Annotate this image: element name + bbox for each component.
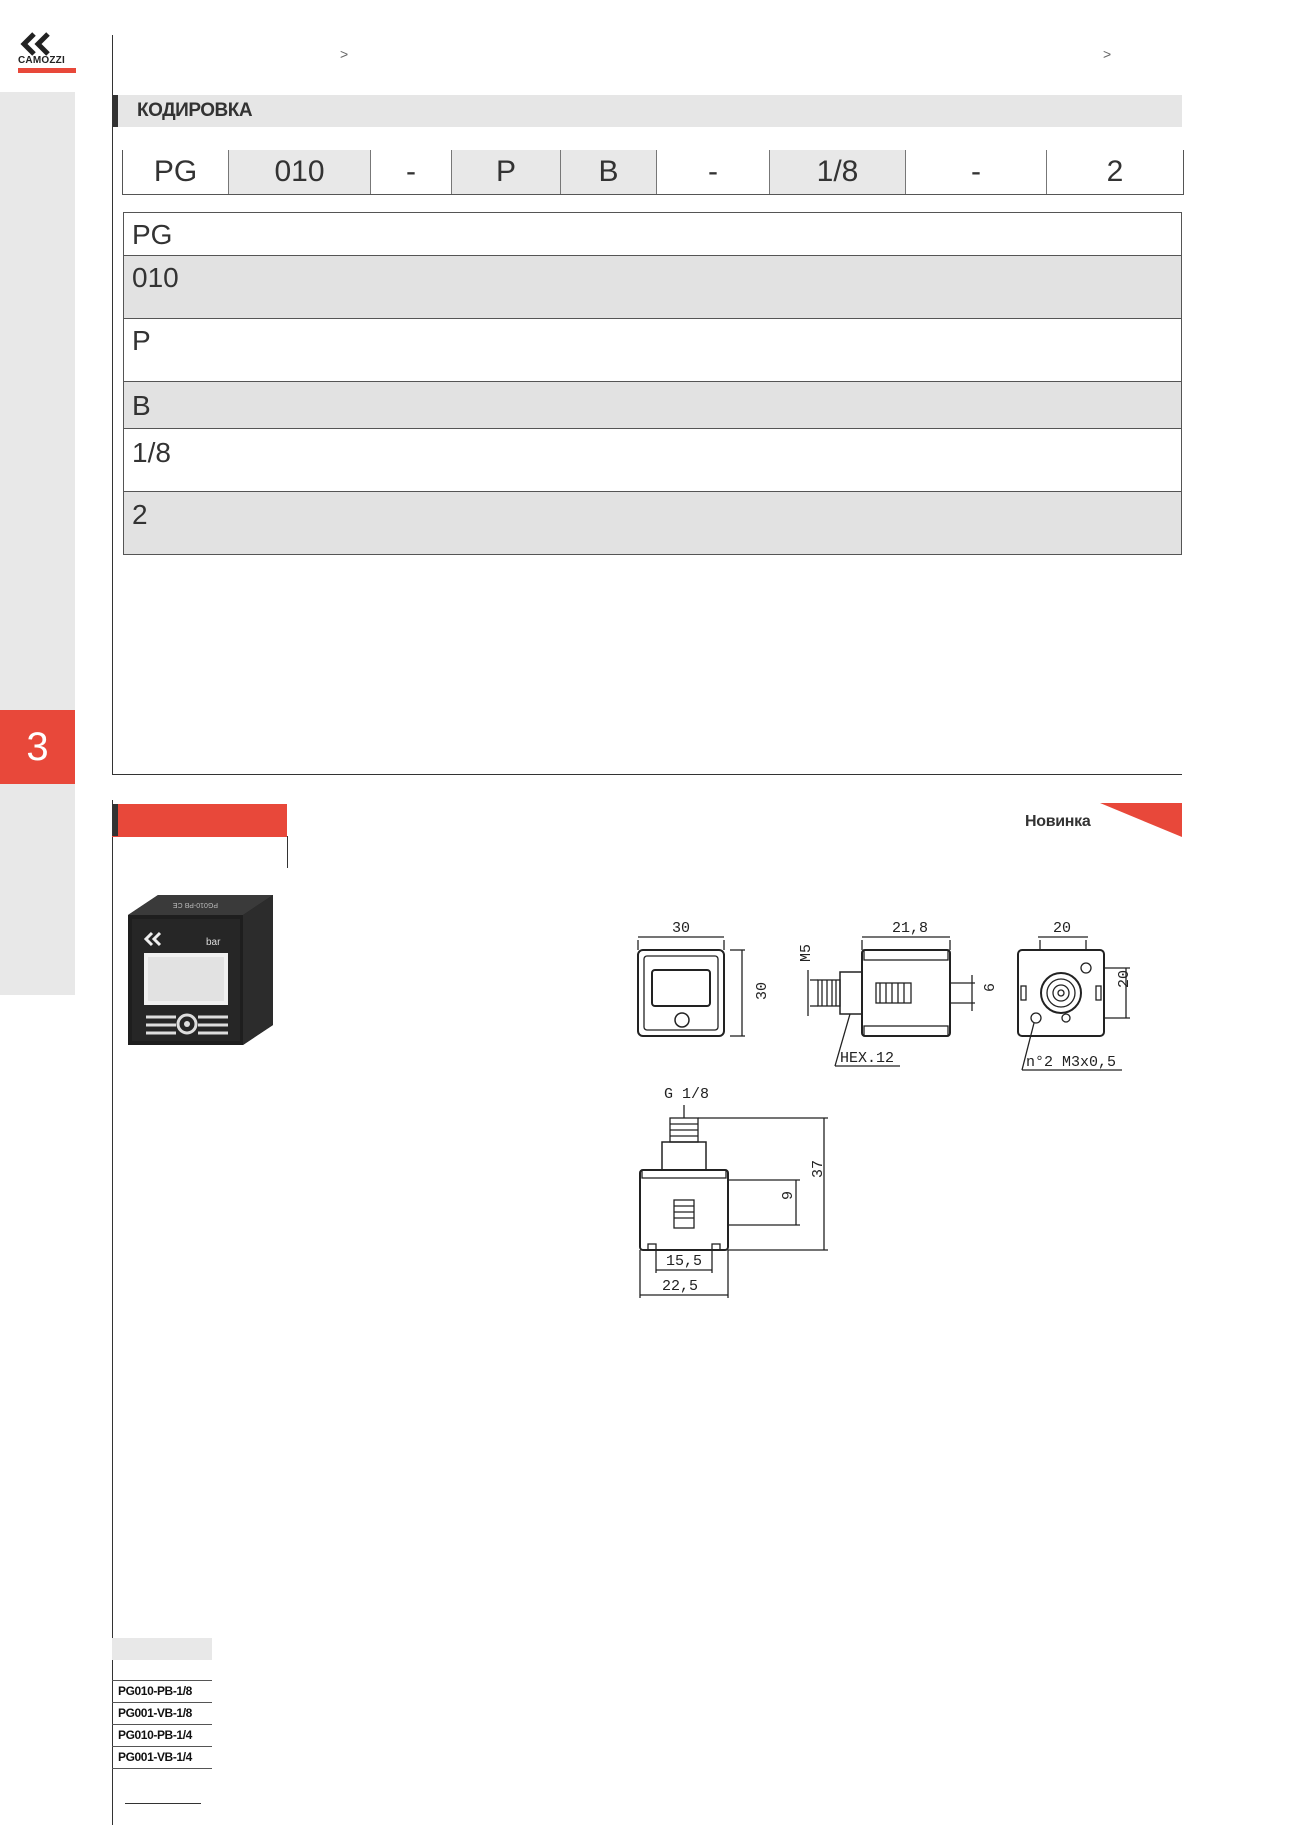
left-rule-lower — [112, 800, 113, 1825]
footnote-rule — [125, 1803, 201, 1804]
back-width-label: 20 — [1053, 920, 1072, 937]
bottom-inner-label: 9 — [780, 1190, 797, 1200]
side-height-label: 6 — [982, 982, 999, 992]
section-divider — [112, 774, 1182, 775]
code-item: PG010-PB-1/4 — [112, 1725, 212, 1747]
product-title-bar — [112, 804, 287, 836]
code-legend-table — [123, 212, 1182, 555]
code-item: PG001-VB-1/8 — [112, 1703, 212, 1725]
code-item: PG010-PB-1/8 — [112, 1681, 212, 1703]
code-breakdown-row — [122, 150, 1184, 195]
legend-row: 2 — [124, 492, 1181, 554]
sidebar — [0, 92, 75, 995]
bottom-total-label: 37 — [810, 1159, 827, 1178]
legend-row: B — [124, 382, 1181, 429]
product-title-edge — [287, 836, 288, 868]
front-height-label: 30 — [754, 981, 771, 1000]
new-badge-label: Новинка — [1025, 813, 1091, 830]
code-item: PG001-VB-1/4 — [112, 1747, 212, 1769]
code-part: - — [657, 150, 770, 194]
product-title-underline — [112, 836, 287, 837]
logo-wordmark: CAMOZZI — [18, 55, 65, 66]
legend-row: PG — [124, 213, 1181, 256]
hex-label: HEX.12 — [840, 1050, 895, 1067]
section-title: КОДИРОВКА — [137, 100, 253, 121]
bottom-w2-label: 22,5 — [662, 1278, 699, 1295]
logo-bar — [18, 68, 76, 73]
codes-table-header — [112, 1638, 212, 1660]
code-part: - — [906, 150, 1047, 194]
legend-row: 1/8 — [124, 429, 1181, 492]
legend-row: P — [124, 319, 1181, 382]
photo-unit-label: bar — [206, 937, 221, 948]
section-marker — [112, 95, 118, 127]
side-width-label: 21,8 — [892, 920, 929, 937]
bottom-w1-label: 15,5 — [666, 1253, 703, 1270]
left-rule — [112, 35, 113, 775]
chapter-number: 3 — [26, 724, 49, 769]
code-part: - — [371, 150, 452, 194]
code-part: PG — [123, 150, 229, 194]
new-flag-icon — [1100, 803, 1182, 837]
code-part: 2 — [1106, 155, 1124, 188]
bottom-thread-label: G 1/8 — [664, 1086, 710, 1103]
code-part: 010 — [229, 150, 371, 194]
side-thread-label: M5 — [798, 943, 815, 962]
legend-row: 010 — [124, 256, 1181, 319]
breadcrumb-arrow-left[interactable]: > — [340, 46, 349, 62]
pressure-gauge-photo — [118, 885, 278, 1045]
back-screws-label: n°2 M3x0,5 — [1026, 1054, 1117, 1071]
codes-table — [112, 1680, 212, 1769]
code-part: B — [561, 150, 657, 194]
code-part: 1/8 — [770, 150, 906, 194]
back-height-label: 20 — [1116, 969, 1133, 988]
dimension-drawing — [630, 880, 1133, 1300]
section-marker — [112, 804, 118, 836]
breadcrumb-arrow-right[interactable]: > — [1103, 46, 1112, 62]
front-width-label: 30 — [672, 920, 691, 937]
coding-section-header — [112, 95, 1182, 127]
photo-model-label: PG010-PB CE — [172, 901, 218, 908]
chapter-tab[interactable] — [0, 710, 75, 784]
code-part: P — [452, 150, 561, 194]
